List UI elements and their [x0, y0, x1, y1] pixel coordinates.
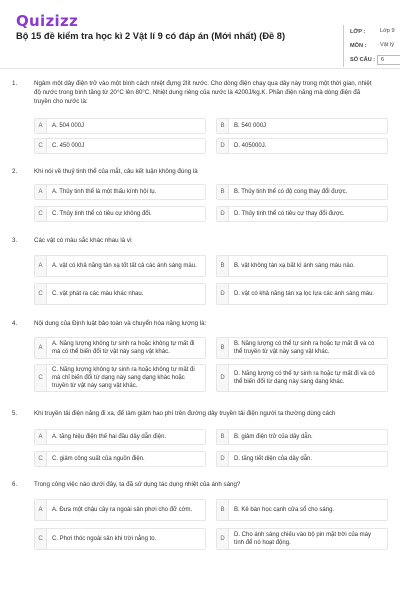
option-text: B. Thủy tinh thể có độ cong thay đổi được. [234, 188, 348, 195]
question-number: 3. [12, 237, 18, 244]
option-text: C. Phơi thóc ngoài sân khi trời nắng to. [52, 535, 157, 542]
question-number: 2. [12, 168, 18, 175]
option-text: D. 405000J. [234, 142, 267, 149]
question-number: 6. [12, 481, 18, 488]
option-text: B. giảm điện trở của dây dẫn. [234, 433, 313, 440]
option-c[interactable] [34, 451, 206, 467]
option-letter: C [35, 365, 47, 391]
option-text: B. 540 000J [234, 122, 267, 129]
option-letter: B [217, 119, 229, 133]
option-text: C. 450 000J [52, 142, 85, 149]
option-c[interactable] [34, 283, 206, 305]
option-letter: B [217, 185, 229, 199]
option-letter: C [35, 452, 47, 466]
meta-subject-value: Vật lý [380, 42, 394, 48]
worksheet-title: Bộ 15 đề kiểm tra học kì 2 Vật lí 9 có đáp án (Mới nhất) (Đề 8) [16, 31, 286, 41]
option-letter: A [35, 119, 47, 133]
option-c[interactable] [34, 528, 206, 550]
option-a[interactable] [34, 118, 206, 134]
option-letter: B [217, 256, 229, 276]
option-letter: C [35, 529, 47, 549]
meta-subject-label: MÔN : [350, 43, 367, 49]
meta-count-value: 6 [377, 55, 400, 65]
question-text: Khi truyền tải điện năng đi xa, để làm giảm hao phí trên đường dây truyền tải điện người ta thường dùng cách [34, 410, 336, 417]
option-letter: B [217, 430, 229, 444]
option-text: D. vật có khả năng tán xạ lọc lựa các ánh sáng màu. [234, 290, 375, 297]
option-c[interactable] [34, 138, 206, 154]
question-3 [12, 237, 388, 309]
meta-box [343, 25, 400, 67]
question-text: Khi nói về thuỷ tinh thể của mắt, câu kết luận không đúng là [34, 168, 198, 175]
option-letter: D [217, 139, 229, 153]
option-text: B. Năng lượng có thể tự sinh ra hoặc tự mất đi và có thể truyền từ vật này sang vật khác. [234, 340, 375, 355]
option-letter: D [217, 529, 229, 549]
option-d[interactable] [216, 364, 388, 392]
meta-class [350, 25, 400, 39]
option-text: C. Thủy tinh thể có tiêu cự không đổi. [52, 210, 152, 217]
meta-class-label: LỚP : [350, 29, 366, 35]
option-b[interactable] [216, 255, 388, 277]
option-text: D. Thủy tinh thể có tiêu cự thay đổi được. [234, 210, 345, 217]
option-text: A. vật có khả năng tán xạ tốt tất cả các ánh sáng màu. [52, 262, 197, 269]
option-letter: C [35, 139, 47, 153]
option-text: C. Năng lượng không tự sinh ra hoặc không tự mất đi mà chỉ biến đổi từ dạng này sang dạng khác hoặc truyền từ vật này sang vật khác. [52, 366, 195, 390]
option-d[interactable] [216, 451, 388, 467]
option-text: D. Cho ánh sáng chiếu vào bộ pin mặt trời của máy tính để nó hoạt động. [234, 531, 372, 546]
option-text: D. Năng lượng có thể tự sinh ra hoặc tự mất đi và có thể biến đổi từ dạng này sang dạng khác. [234, 370, 375, 385]
option-text: B. Kê bàn học cạnh cửa sổ cho sáng. [234, 506, 335, 513]
option-a[interactable] [34, 337, 206, 359]
option-letter: C [35, 207, 47, 221]
option-letter: A [35, 338, 47, 358]
option-letter: D [217, 365, 229, 391]
option-letter: A [35, 256, 47, 276]
option-text: A. Đưa một chậu cây ra ngoài sân phơi cho đỡ cớm. [52, 506, 193, 513]
option-d[interactable] [216, 528, 388, 550]
question-number: 4. [12, 320, 18, 327]
option-text: B. vật không tán xạ bất kì ánh sáng màu nào. [234, 262, 355, 269]
question-6 [12, 481, 388, 556]
option-b[interactable] [216, 429, 388, 445]
question-text: Ngâm một dây điện trở vào một bình cách nhiệt đựng 2lít nước. Cho dòng điện chạy qua dây này trong một thời gian, nhiệt độ nước trong bình tăng từ 20°C lên 80°C. Nhiệt dung riêng của nước là 4200J/kg.K. Phần điện năng mà dòng điện đã truyền cho nước là: [34, 80, 372, 105]
option-letter: B [217, 338, 229, 358]
question-number: 1. [12, 80, 18, 87]
option-letter: B [217, 500, 229, 520]
meta-count [350, 53, 400, 67]
option-a[interactable] [34, 255, 206, 277]
option-letter: D [217, 452, 229, 466]
question-number: 5. [12, 410, 18, 417]
option-letter: A [35, 185, 47, 199]
option-d[interactable] [216, 138, 388, 154]
option-c[interactable] [34, 364, 206, 392]
option-letter: A [35, 500, 47, 520]
meta-subject [350, 39, 400, 53]
meta-count-label: SỐ CÂU : [350, 57, 376, 63]
worksheet-header [16, 12, 395, 63]
option-letter: C [35, 284, 47, 304]
question-2 [12, 168, 388, 228]
option-a[interactable] [34, 499, 206, 521]
question-1 [12, 80, 388, 160]
option-text: A. Thủy tinh thể là một thấu kính hội tụ. [52, 188, 157, 195]
option-b[interactable] [216, 499, 388, 521]
meta-class-value: Lớp 9 [380, 28, 395, 34]
option-b[interactable] [216, 184, 388, 200]
option-text: C. giảm công suất của nguồn điện. [52, 455, 145, 462]
option-letter: D [217, 207, 229, 221]
question-text: Các vật có màu sắc khác nhau là vì [34, 237, 132, 244]
quizizz-logo: Quizizz [16, 12, 79, 30]
option-letter: A [35, 430, 47, 444]
option-a[interactable] [34, 184, 206, 200]
question-5 [12, 410, 388, 472]
option-d[interactable] [216, 206, 388, 222]
option-text: D. tăng tiết diện của dây dẫn. [234, 455, 313, 462]
question-text: Trong công việc nào dưới đây, ta đã sử dụng tác dụng nhiệt của ánh sáng? [34, 481, 241, 488]
option-text: A. tăng hiệu điện thế hai đầu dây dẫn điện. [52, 433, 167, 440]
header-divider [0, 68, 400, 69]
option-text: A. 504 000J [52, 122, 85, 129]
question-4 [12, 320, 388, 402]
option-text: C. vật phát ra các màu khác nhau. [52, 290, 144, 297]
option-d[interactable] [216, 283, 388, 305]
option-a[interactable] [34, 429, 206, 445]
option-b[interactable] [216, 337, 388, 359]
question-text: Nội dung của Định luật bảo toàn và chuyển hóa năng lượng là: [34, 320, 207, 327]
option-b[interactable] [216, 118, 388, 134]
option-text: A. Năng lượng không tự sinh ra hoặc không tự mất đi mà có thể biến đổi từ vật này sang vật khác. [52, 340, 195, 355]
option-c[interactable] [34, 206, 206, 222]
option-letter: D [217, 284, 229, 304]
